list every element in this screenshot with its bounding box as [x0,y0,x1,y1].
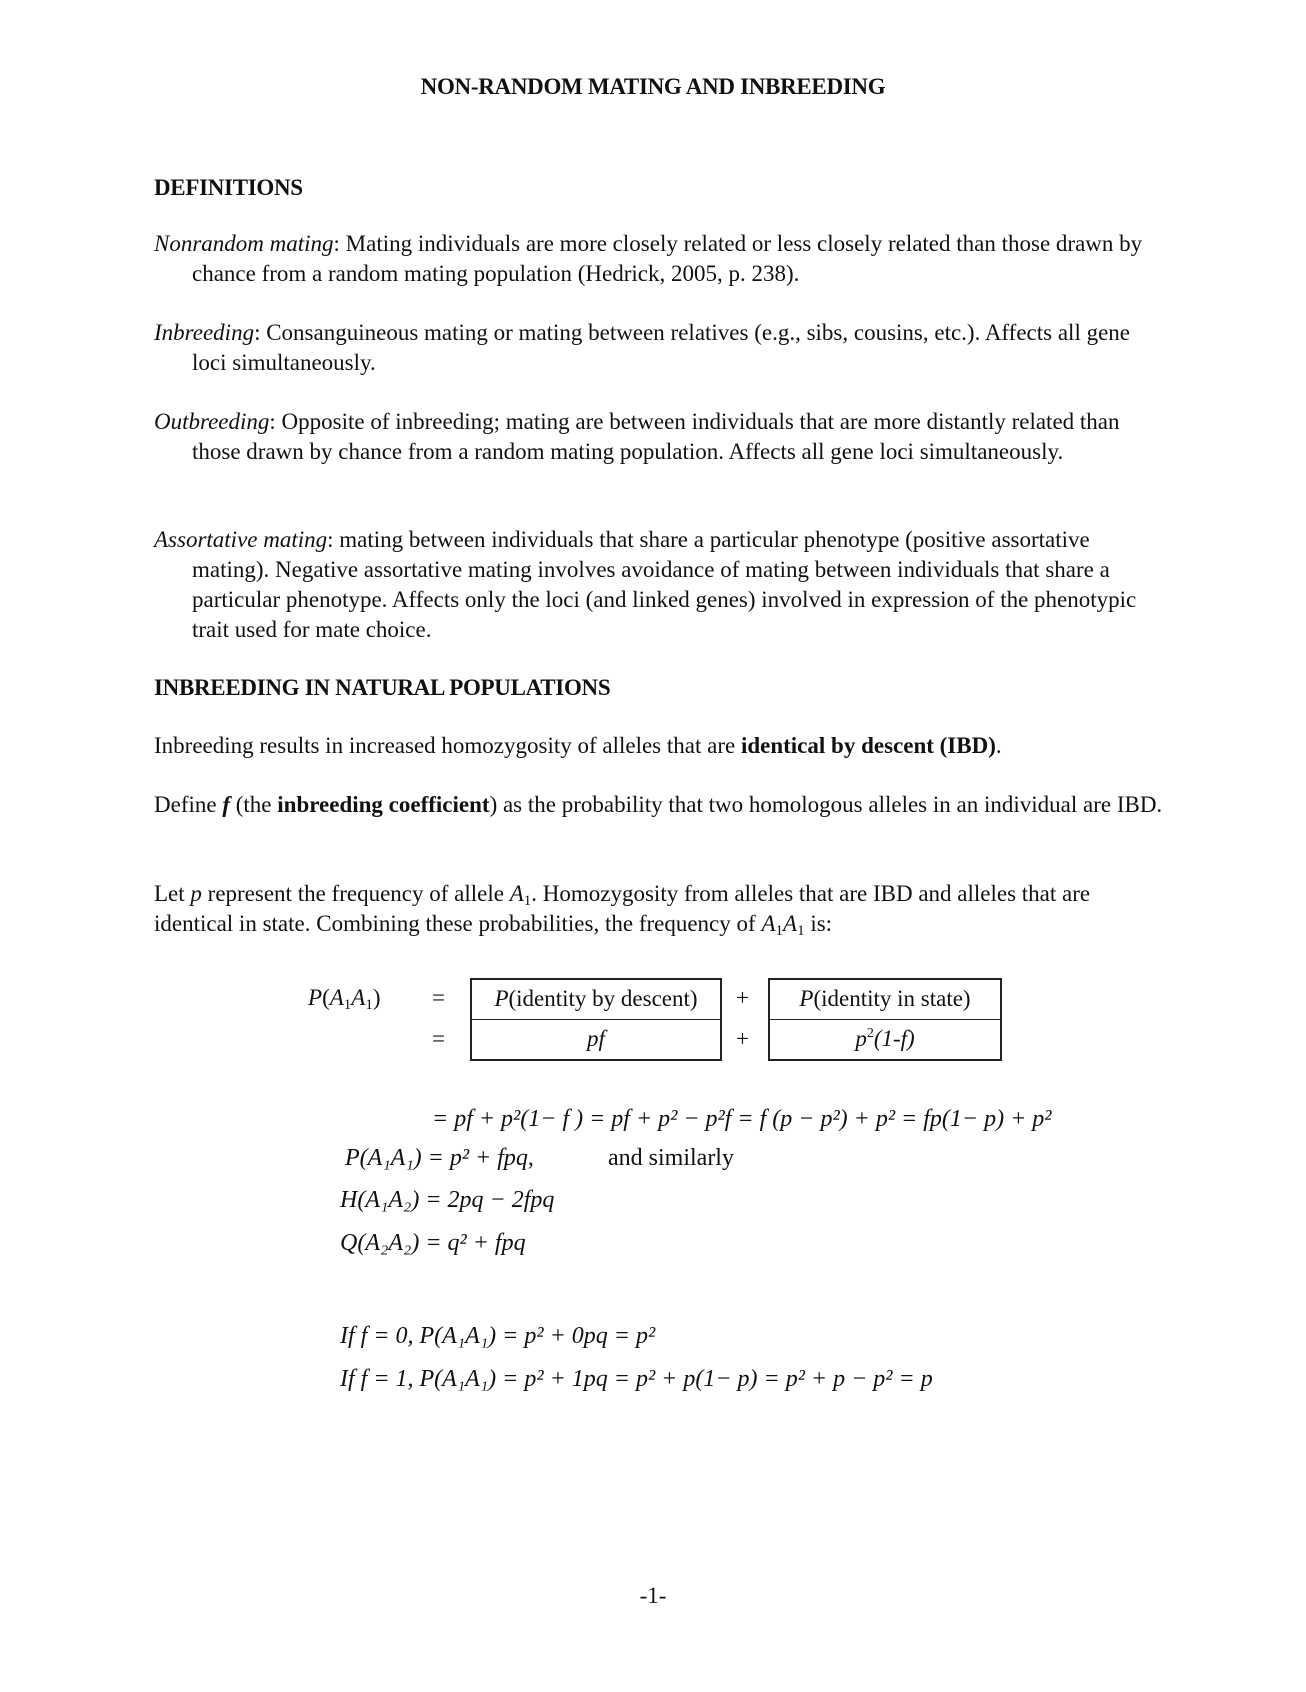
subscript: 1 [365,997,373,1013]
h-genotype-equation: H(A₁A₂) = 2pq − 2fpq [340,1187,555,1213]
p-symbol: P [308,985,323,1010]
text: Let [154,881,191,906]
identity-in-state-box [768,978,1002,1020]
allele-symbol: A [351,985,366,1010]
p-genotype-equation: P(A₁A₁) = p² + fpq, [345,1145,534,1171]
definition-term: Nonrandom mating [154,231,334,256]
allele-symbol: A [509,881,524,906]
paren: ) [372,985,381,1010]
plus-sign: + [736,1026,749,1051]
natural-populations-heading: INBREEDING IN NATURAL POPULATIONS [154,675,611,700]
definition-text: : Mating individuals are more closely related or less closely related than those drawn by chance from a random mating population (Hedrick, 2005, p. 238). [192,231,1143,286]
paren: ( [322,985,330,1010]
definition-term: Assortative mating [154,527,328,552]
f-one-equation: If f = 1, P(A₁A₁) = p² + 1pq = p² + p(1− p) = p² + p − p² = p [340,1366,933,1392]
definition-inbreeding [154,318,1164,378]
text: ) as the probability that two homologous alleles in an individual are IBD. [489,792,1163,817]
p-symbol: P [799,986,814,1011]
box-label: (identity by descent) [508,986,698,1011]
plus-sign: + [736,985,749,1010]
allele-symbol: A [783,911,798,936]
allele-symbol: A [329,985,344,1010]
frequency-paragraph [154,879,1164,939]
definitions-heading: DEFINITIONS [154,175,303,200]
definition-outbreeding [154,407,1164,467]
ibd-paragraph [154,731,1164,761]
text: . [995,733,1002,758]
page-number: -1- [639,1583,667,1608]
ibs-value: (1-f) [873,1026,915,1051]
text: Inbreeding results in increased homozygosity of alleles that are [154,733,741,758]
page-title: NON-RANDOM MATING AND INBREEDING [420,74,886,99]
ibd-term: identical by descent (IBD) [740,733,996,758]
subscript: 1 [775,923,783,939]
ibd-value: pf [587,1026,605,1051]
subscript: 1 [797,923,805,939]
definition-term: Outbreeding [154,409,270,434]
text: is: [804,911,833,936]
ibs-value-box [768,1019,1002,1061]
definition-nonrandom-mating [154,229,1164,289]
allele-symbol: A [761,911,776,936]
expansion-equation: = pf + p²(1− f ) = pf + p² − p²f = f (p − p²) + p² = fp(1− p) + p² [432,1106,1052,1132]
definition-text: : Opposite of inbreeding; mating are between individuals that are more distantly related than those drawn by chance from a random mating population. Affects all gene loci simultaneously. [192,409,1120,464]
subscript: 1 [343,997,352,1013]
inbreeding-coefficient-paragraph [154,790,1164,820]
genotype-probability-label [308,978,381,1018]
equals-sign: = [432,1026,445,1051]
f-symbol: f [222,792,230,817]
definition-term: Inbreeding [154,320,255,345]
subscript: 1 [523,893,532,909]
ibd-value-box [470,1019,722,1061]
p-symbol: P [494,986,509,1011]
definition-assortative-mating [154,525,1164,645]
inbreeding-coefficient-term: inbreeding coefficient [277,792,490,817]
box-label: (identity in state) [813,986,971,1011]
superscript: 2 [866,1026,874,1041]
definition-text: : Consanguineous mating or mating between relatives (e.g., sibs, cousins, etc.). Affects all gene loci simultaneously. [192,320,1130,375]
equals-sign: = [432,985,445,1010]
definition-text: : mating between individuals that share a particular phenotype (positive assortative mating). Negative assortative mating involves avoidance of mating between individuals that share a particular phenotype. Affects only the loci (and linked genes) involved in expression of the phenotypic trait used for mate choice. [192,527,1137,642]
text: Define [154,792,223,817]
text: represent the frequency of allele [201,881,510,906]
q-genotype-equation: Q(A₂A₂) = q² + fpq [340,1230,526,1256]
f-zero-equation: If f = 0, P(A₁A₁) = p² + 0pq = p² [340,1323,656,1349]
and-similarly-text: and similarly [608,1145,734,1171]
p-symbol: p [855,1026,867,1051]
text: . Homozygosity from alleles that are IBD and alleles that are identical in state. Combining these probabilities, the frequency of [154,881,1091,936]
identity-by-descent-box [470,978,722,1020]
p-symbol: p [190,881,202,906]
text: (the [230,792,278,817]
